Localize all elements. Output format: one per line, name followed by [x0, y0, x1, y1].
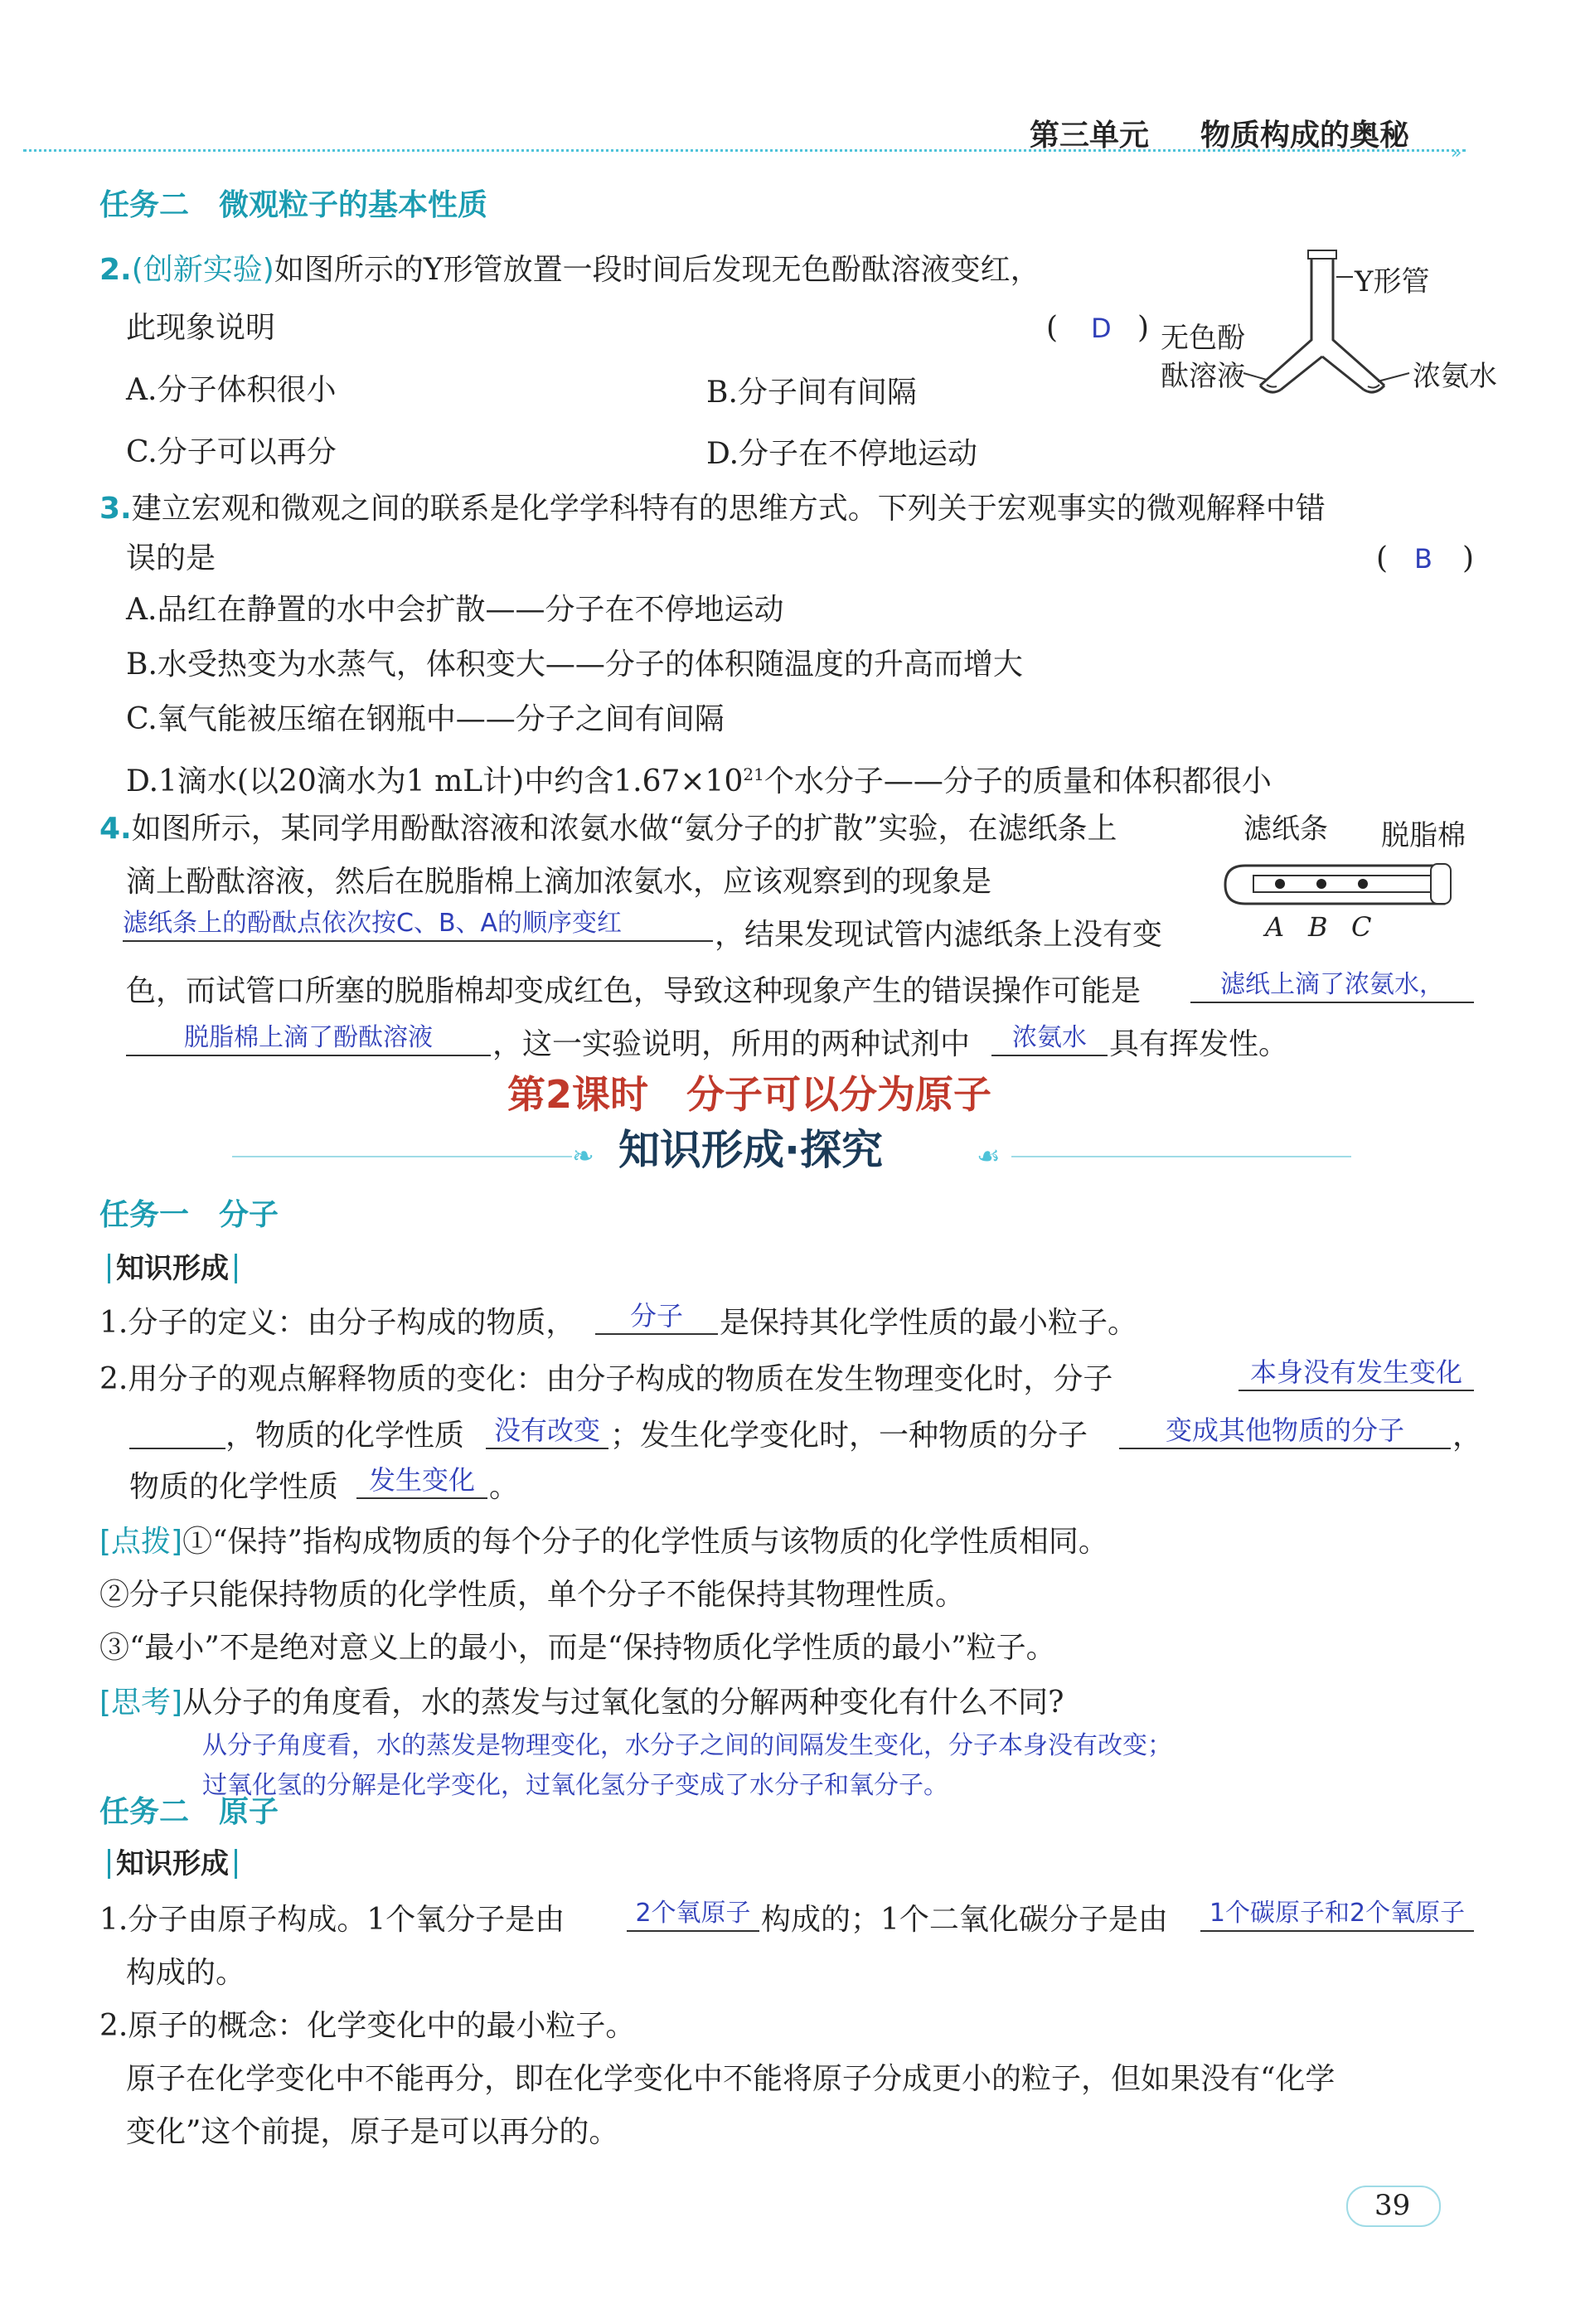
q3-option-b: B.水受热变为水蒸气，体积变大——分子的体积随温度的升高而增大	[126, 648, 1023, 682]
q4-answer4-blank	[991, 1016, 1108, 1056]
q4-number: 4.	[99, 812, 132, 846]
fig-label-ytube: Y形管	[1355, 265, 1430, 298]
fig-label-ammonia: 浓氨水	[1413, 360, 1497, 393]
q3-option-d-post: 个水分子——分子的质量和体积都很小	[763, 764, 1272, 798]
task2b-l5: 变化”这个前提，原子是可以再分的。	[126, 2115, 619, 2149]
task1-l3-blank1	[486, 1409, 608, 1449]
q2-paren-left: (	[1046, 311, 1059, 345]
task1-think-answer1: 从分子角度看，水的蒸发是物理变化，水分子之间的间隔发生变化，分子本身没有改变；	[202, 1731, 1172, 1760]
task2b-l1-blank2	[1200, 1892, 1474, 1932]
task1-line1	[99, 1303, 575, 1343]
task1-l1-post: 是保持其化学性质的最小粒子。	[720, 1306, 1138, 1340]
task1-l4-blank	[356, 1459, 487, 1499]
lesson2-title: 第2课时 分子可以分为原子	[507, 1072, 992, 1117]
task1-l2-pre: 2.用分子的观点解释物质的变化：由分子构成的物质在发生物理变化时，分子	[99, 1362, 1113, 1396]
task2b-l1-pre: 1.分子由原子构成。1个氧分子是由	[99, 1903, 565, 1937]
q2-tag: (创新实验)	[131, 253, 274, 287]
task2b-knowledge-box: 知识形成	[116, 1847, 229, 1880]
task1-tip2: ②分子只能保持物质的化学性质，单个分子不能保持其物理性质。	[99, 1578, 966, 1612]
task2b-l1-answer2: 1个碳原子和2个氧原子	[1209, 1899, 1466, 1928]
q3-option-a: A.品红在静置的水中会扩散——分子在不停地运动	[126, 593, 784, 627]
task2b-l4: 原子在化学变化中不能再分，即在化学变化中不能将原子分成更小的粒子，但如果没有“化学	[126, 2062, 1336, 2096]
task1-think-answer2: 过氧化氢的分解是化学变化，过氧化氢分子变成了水分子和氧分子。	[202, 1771, 948, 1800]
q4-answer1-blank	[123, 902, 713, 942]
task1-l2-answer: 本身没有发生变化	[1249, 1356, 1462, 1388]
q2-text2: 此现象说明	[126, 311, 276, 345]
fig-label-cotton: 脱脂棉	[1381, 819, 1466, 852]
q4-text6: 具有挥发性。	[1109, 1027, 1289, 1061]
q3-answer: B	[1414, 543, 1432, 575]
fig-label-c: C	[1351, 911, 1372, 943]
q4-answer3-blank	[126, 1016, 491, 1056]
task1-think-question: 从分子的角度看，水的蒸发与过氧化氢的分解两种变化有什么不同?	[182, 1686, 1064, 1720]
q4-answer2: 滤纸上滴了浓氨水，	[1220, 970, 1444, 999]
q4-text3: ，结果发现试管内滤纸条上没有变	[715, 918, 1163, 952]
task1-l3-mid1: ，物质的化学性质	[225, 1419, 465, 1453]
q4-answer1: 滤纸条上的酚酞点依次按C、B、A的顺序变红	[123, 909, 623, 938]
q3-option-d-pre: D.1滴水(以20滴水为1 mL计)中约含1.67×10	[126, 764, 744, 798]
header-unit-subtitle: 物质构成的奥秘	[1200, 119, 1410, 153]
page-number: 39	[1374, 2189, 1411, 2222]
task2b-l1-mid: 构成的；1个二氧化碳分子是由	[761, 1903, 1168, 1937]
q2-paren-right: )	[1137, 311, 1150, 345]
q3-line1	[99, 489, 1326, 529]
q3-paren-right: )	[1462, 541, 1475, 575]
task1-l1-pre: 1.分子的定义：由分子构成的物质，	[99, 1306, 576, 1340]
q3-option-d-sup: 21	[743, 764, 764, 784]
banner-ornament-left-icon: ❧	[572, 1140, 594, 1172]
q4-text5: ，这一实验说明，所用的两种试剂中	[492, 1027, 971, 1061]
q4-answer4: 浓氨水	[1012, 1023, 1087, 1052]
task1-l1-answer: 分子	[629, 1300, 683, 1332]
q2-option-b: B.分子间有间隔	[706, 376, 917, 410]
q2-text1: 如图所示的Y形管放置一段时间后发现无色酚酞溶液变红，	[274, 253, 1040, 287]
task1-l4-answer: 发生变化	[368, 1464, 475, 1496]
q3-text1: 建立宏观和微观之间的联系是化学学科特有的思维方式。下列关于宏观事实的微观解释中错	[131, 492, 1326, 526]
task2b-l3: 2.原子的概念：化学变化中的最小粒子。	[99, 2009, 636, 2043]
banner-title: 知识形成·探究	[618, 1126, 883, 1174]
task1-l1-blank	[595, 1295, 718, 1335]
fig-label-phenol-2: 酞溶液	[1161, 360, 1245, 393]
task1-tip1-line	[99, 1522, 1108, 1562]
task1-tip3: ③“最小”不是绝对意义上的最小，而是“保持物质化学性质的最小”粒子。	[99, 1631, 1056, 1665]
task1-tip-tag: [点拨]	[99, 1525, 183, 1559]
task1-title: 任务一 分子	[99, 1198, 279, 1232]
banner-line-left	[232, 1156, 572, 1157]
task1-l4-end: 。	[489, 1470, 520, 1504]
test-tube-figure	[1220, 857, 1469, 924]
task2-title: 任务二 微观粒子的基本性质	[99, 188, 488, 222]
header-unit-title: 第三单元	[1030, 119, 1150, 153]
task1-l3-end: ，	[1452, 1419, 1483, 1453]
q2-answer: D	[1091, 313, 1112, 344]
q3-option-d	[126, 754, 1272, 802]
q4-text1: 如图所示，某同学用酚酞溶液和浓氨水做“氨分子的扩散”实验，在滤纸条上	[131, 812, 1117, 846]
fig-label-phenol-1: 无色酚	[1161, 322, 1245, 355]
header-arrow-icon: »	[1451, 143, 1462, 163]
task2b-l1-answer1: 2个氧原子	[635, 1899, 751, 1928]
task1-l2-blank	[1239, 1351, 1474, 1391]
q3-number: 3.	[99, 492, 132, 526]
task1-knowledge-box: 知识形成	[116, 1252, 229, 1285]
q2-number: 2.	[99, 253, 132, 287]
q3-option-c: C.氧气能被压缩在钢瓶中——分子之间有间隔	[126, 702, 725, 736]
task1-tip1: ①“保持”指构成物质的每个分子的化学性质与该物质的化学性质相同。	[182, 1525, 1108, 1559]
task1-l3-answer1: 没有改变	[493, 1414, 600, 1446]
task1-l4-pre: 物质的化学性质	[129, 1470, 339, 1504]
banner-ornament-right-icon: ☙	[977, 1140, 1001, 1172]
task1-l3-blank2	[1119, 1409, 1451, 1449]
task1-l3-mid2: ；发生化学变化时，一种物质的分子	[610, 1419, 1088, 1453]
q3-paren-left: (	[1376, 541, 1389, 575]
banner-line-right	[1011, 1156, 1351, 1157]
task2b-title: 任务二 原子	[99, 1795, 279, 1829]
q4-answer3: 脱脂棉上滴了酚酞溶液	[184, 1023, 433, 1052]
q2-line1	[99, 250, 1040, 290]
q4-text4: 色，而试管口所塞的脱脂棉却变成红色，导致这种现象产生的错误操作可能是	[126, 974, 1142, 1008]
fig-label-b: B	[1308, 911, 1328, 943]
fig-label-a: A	[1265, 911, 1285, 943]
q2-option-d: D.分子在不停地运动	[706, 437, 978, 471]
task2b-l1-blank1	[627, 1892, 759, 1932]
task1-l3-answer2: 变成其他物质的分子	[1165, 1414, 1404, 1446]
task1-think-line	[99, 1683, 1064, 1723]
q4-answer2-blank	[1190, 963, 1474, 1003]
task1-l3-lead-blank	[129, 1409, 225, 1449]
q2-option-a: A.分子体积很小	[126, 373, 337, 407]
q4-text2: 滴上酚酞溶液，然后在脱脂棉上滴加浓氨水，应该观察到的现象是	[126, 865, 992, 899]
q4-line1	[99, 809, 1117, 849]
q2-option-c: C.分子可以再分	[126, 435, 337, 469]
task1-think-tag: [思考]	[99, 1686, 183, 1720]
q3-text2: 误的是	[126, 541, 216, 575]
fig-label-filter-paper: 滤纸条	[1243, 813, 1328, 846]
task2b-l2: 构成的。	[126, 1956, 246, 1990]
